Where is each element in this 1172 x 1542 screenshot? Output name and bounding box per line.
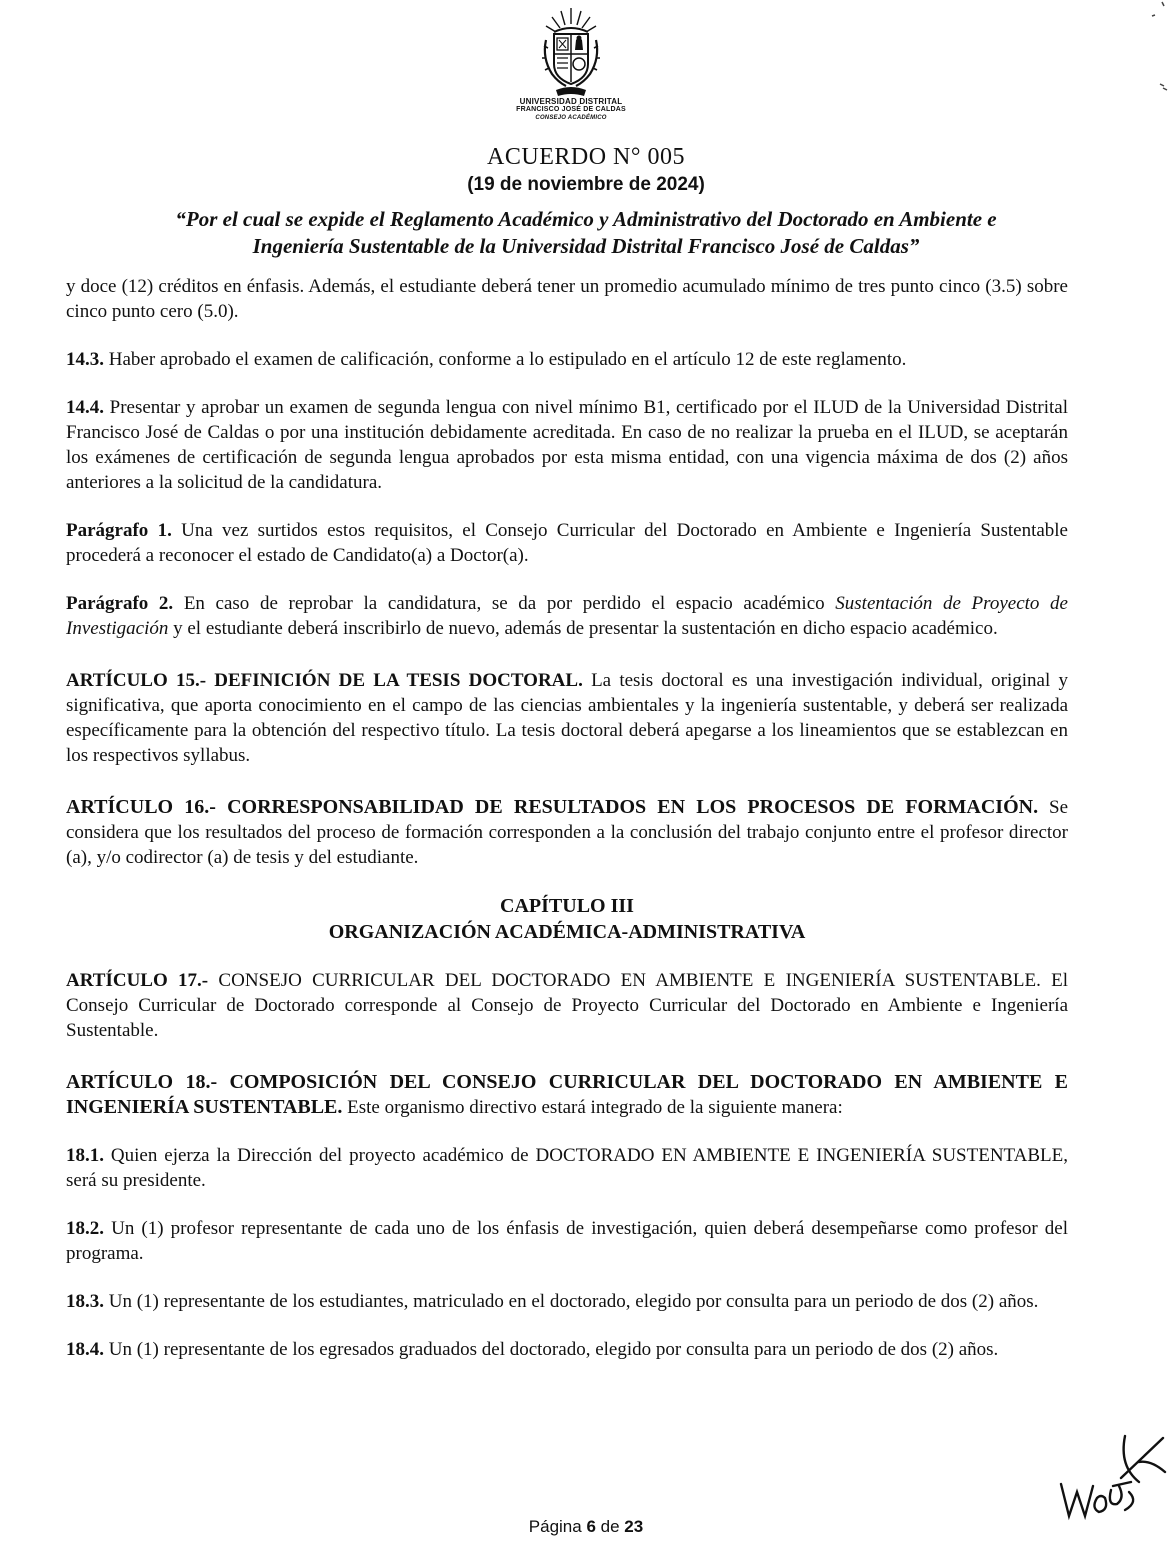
item-number: 18.4. — [66, 1339, 104, 1360]
handwritten-initials-icon — [1055, 1432, 1167, 1522]
item-text: Un (1) representante de los egresados graduados del doctorado, elegido por consulta para un periodo de dos (2) años. — [104, 1339, 999, 1360]
article-heading: ARTÍCULO 18.- COMPOSICIÓN DEL CONSEJO CURRICULAR DEL DOCTORADO EN AMBIENTE E INGENIERÍA SUSTENTABLE. — [66, 1071, 1068, 1118]
paragraph-2 — [66, 591, 1068, 641]
paragraph-text: y el estudiante deberá inscribirlo de nuevo, además de presentar la sustentación en dicho espacio académico. — [168, 618, 998, 639]
footer-prefix: Página — [528, 1517, 587, 1536]
document-body — [66, 274, 1068, 1362]
article-text: La tesis doctoral es una investigación individual, original y significativa, que aporta conocimiento en el campo de las ciencias ambientales y la ingeniería sustentable, y deberá ser realizada específicamente para la obtención del respectivo título. La tesis doctoral deberá apegarse a los lineamientos que se establezcan en los respectivos syllabus. — [66, 670, 1068, 766]
item-text: Quien ejerza la Dirección del proyecto académico de DOCTORADO EN AMBIENTE E INGENIERÍA SUSTENTABLE, será su presidente. — [66, 1145, 1068, 1191]
university-seal-icon — [540, 6, 602, 98]
article-16 — [66, 795, 1068, 870]
logo-council-name: CONSEJO ACADÉMICO — [535, 115, 607, 121]
paragraph-label: Parágrafo 2. — [66, 593, 174, 614]
scan-mark-icon — [1148, 0, 1168, 30]
article-18 — [66, 1070, 1068, 1120]
document-title: ACUERDO N° 005 — [487, 144, 685, 170]
scan-mark-icon — [1158, 80, 1170, 92]
item-14-4 — [66, 395, 1068, 495]
paragraph-text: Una vez surtidos estos requisitos, el Consejo Curricular del Doctorado en Ambiente e Ingeniería Sustentable procederá a reconocer el estado de Candidato(a) a Doctor(a). — [66, 520, 1068, 566]
article-text: Se considera que los resultados del proceso de formación corresponden a la conclusión del trabajo conjunto entre el profesor director (a), y/o codirector (a) de tesis y del estudiante. — [66, 797, 1069, 868]
article-text: Este organismo directivo estará integrado de la siguiente manera: — [342, 1097, 843, 1118]
document-date: (19 de noviembre de 2024) — [467, 174, 705, 195]
logo-university-subname: FRANCISCO JOSÉ DE CALDAS — [516, 106, 626, 113]
document-subtitle — [60, 206, 1112, 260]
item-number: 14.4. — [66, 397, 104, 418]
article-15 — [66, 668, 1068, 768]
item-18-2 — [66, 1216, 1068, 1266]
article-17 — [66, 968, 1068, 1043]
paragraph-label: Parágrafo 1. — [66, 520, 172, 541]
item-18-1 — [66, 1143, 1068, 1193]
item-number: 18.1. — [66, 1145, 104, 1166]
article-text: CONSEJO CURRICULAR DEL DOCTORADO EN AMBIENTE E INGENIERÍA SUSTENTABLE. El Consejo Curricular de Doctorado corresponde al Consejo de Proyecto Curricular del Doctorado en Ambiente e Ingeniería Sustentable. — [66, 970, 1069, 1041]
paragraph-continued: y doce (12) créditos en énfasis. Además, el estudiante deberá tener un promedio acumulado mínimo de tres punto cinco (3.5) sobre cinco punto cero (5.0). — [66, 276, 1068, 322]
article-heading: ARTÍCULO 17.- — [66, 970, 209, 991]
university-logo — [513, 6, 629, 122]
total-pages-number: 23 — [624, 1517, 644, 1536]
paragraph-1 — [66, 518, 1068, 568]
article-heading: ARTÍCULO 15.- DEFINICIÓN DE LA TESIS DOCTORAL. — [66, 670, 583, 691]
chapter-number: CAPÍTULO III — [500, 895, 634, 917]
item-text: Un (1) profesor representante de cada uno de los énfasis de investigación, quien deberá desempeñarse como profesor del programa. — [66, 1218, 1068, 1264]
item-14-3 — [66, 347, 1068, 372]
item-18-4 — [66, 1337, 1068, 1362]
item-text: Un (1) representante de los estudiantes, matriculado en el doctorado, elegido por consulta para un periodo de dos (2) años. — [104, 1291, 1039, 1312]
current-page-number: 6 — [586, 1517, 596, 1536]
item-18-3 — [66, 1289, 1068, 1314]
chapter-heading — [66, 893, 1068, 945]
chapter-title: ORGANIZACIÓN ACADÉMICA-ADMINISTRATIVA — [328, 921, 806, 943]
subtitle-line-1: “Por el cual se expide el Reglamento Académico y Administrativo del Doctorado en Ambiente e — [175, 207, 997, 231]
item-number: 14.3. — [66, 349, 104, 370]
footer-middle: de — [595, 1517, 625, 1536]
item-text: Haber aprobado el examen de calificación, conforme a lo estipulado en el artículo 12 de este reglamento. — [104, 349, 907, 370]
logo-university-name: UNIVERSIDAD DISTRITAL — [519, 97, 623, 106]
item-number: 18.2. — [66, 1218, 104, 1239]
paragraph-text: En caso de reprobar la candidatura, se da por perdido el espacio académico — [173, 593, 836, 614]
article-heading: ARTÍCULO 16.- CORRESPONSABILIDAD DE RESULTADOS EN LOS PROCESOS DE FORMACIÓN. — [66, 796, 1039, 818]
page-footer — [0, 1517, 1172, 1537]
item-text: Presentar y aprobar un examen de segunda lengua con nivel mínimo B1, certificado por el ILUD de la Universidad Distrital Francisco José de Caldas o por una institución debidamente acreditada. En caso de no realizar la prueba en el ILUD, se aceptarán los exámenes de certificación de segunda lengua aprobados por esta misma entidad, con una vigencia máxima de dos (2) años anteriores a la solicitud de la candidatura. — [66, 397, 1068, 493]
subtitle-line-2: Ingeniería Sustentable de la Universidad Distrital Francisco José de Caldas” — [252, 234, 920, 258]
item-number: 18.3. — [66, 1291, 104, 1312]
paragraph-italic-text: Sustentación de Proyecto de Investigación — [66, 593, 1068, 639]
